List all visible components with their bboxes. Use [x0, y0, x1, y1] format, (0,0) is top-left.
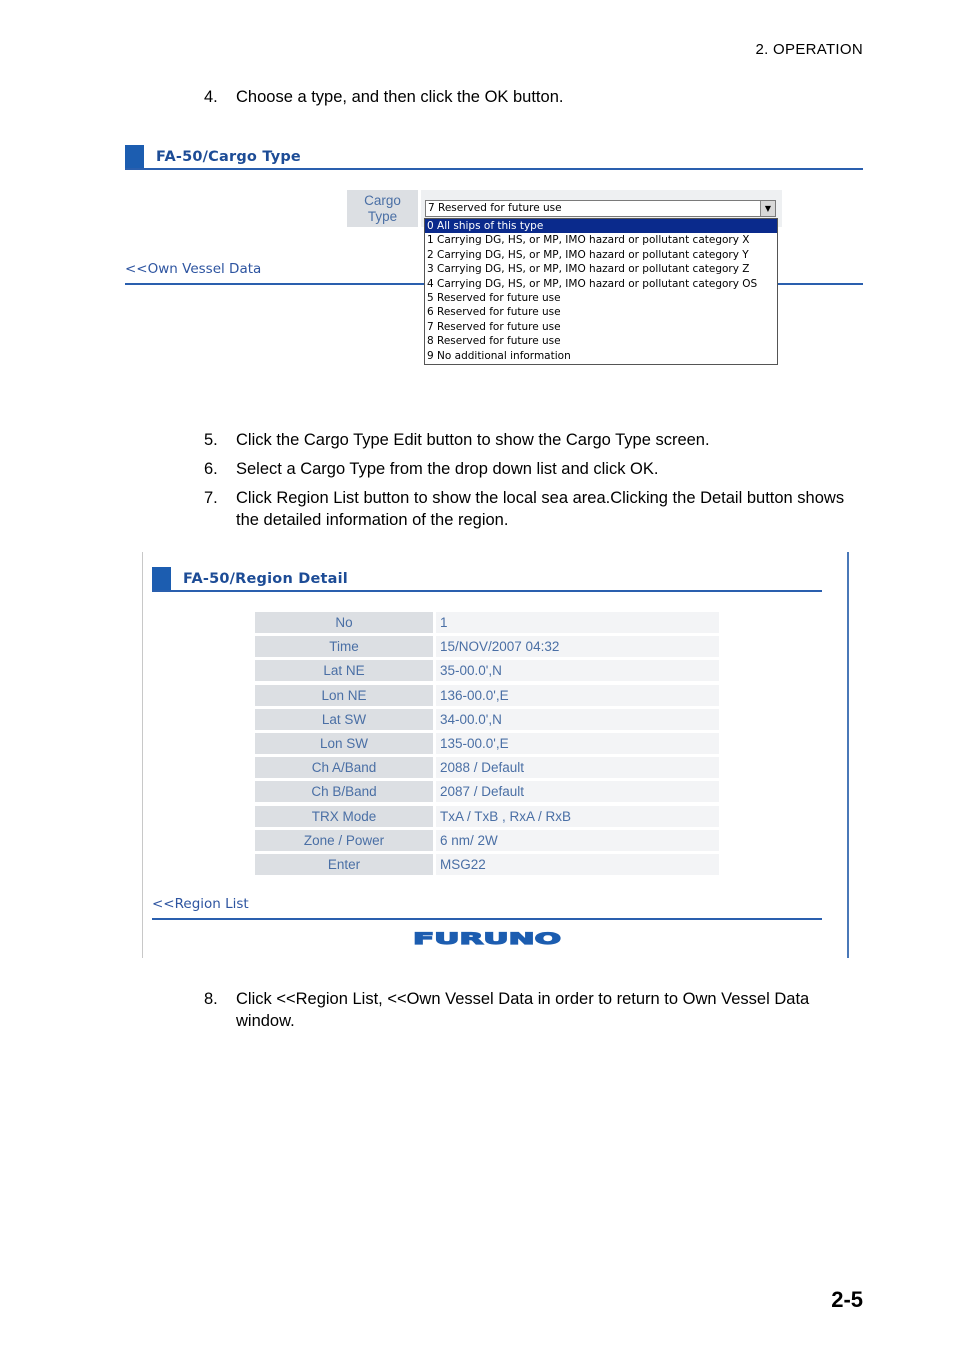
- row-value: 1: [436, 612, 719, 633]
- row-label: Ch B/Band: [255, 781, 433, 802]
- furuno-logo: [412, 930, 562, 946]
- step-text: Click Region List button to show the local sea area.Clicking the Detail button shows the detailed information of the region.: [236, 489, 845, 529]
- row-label: Lat NE: [255, 660, 433, 681]
- row-value: 15/NOV/2007 04:32: [436, 636, 719, 657]
- svg-text:FURUNO: FURUNO: [413, 930, 561, 946]
- step-number: 4.: [204, 88, 218, 106]
- own-vessel-data-link[interactable]: <<Own Vessel Data: [125, 261, 262, 277]
- link-rule: [152, 918, 822, 920]
- row-label: Ch A/Band: [255, 757, 433, 778]
- row-label: Lat SW: [255, 709, 433, 730]
- cargo-page-title: FA-50/Cargo Type: [156, 149, 301, 165]
- step-text: Click <<Region List, <<Own Vessel Data in order to return to Own Vessel Data window.: [236, 990, 810, 1030]
- region-list-link[interactable]: <<Region List: [152, 896, 249, 912]
- cargo-title-bar: [125, 145, 863, 170]
- step-number: 7.: [204, 489, 218, 507]
- dropdown-option[interactable]: 5 Reserved for future use: [427, 291, 561, 304]
- row-value: 35-00.0',N: [436, 660, 719, 681]
- dropdown-option[interactable]: 0 All ships of this type: [425, 219, 777, 233]
- row-value: 6 nm/ 2W: [436, 830, 719, 851]
- step-number: 5.: [204, 431, 218, 449]
- dropdown-option[interactable]: 3 Carrying DG, HS, or MP, IMO hazard or pollutant category Z: [427, 263, 750, 276]
- frame-border-right: [847, 552, 849, 958]
- page-number: 2-5: [831, 1287, 863, 1312]
- row-label: Time: [255, 636, 433, 657]
- dropdown-option[interactable]: 9 No additional information: [427, 349, 571, 362]
- chevron-down-icon[interactable]: ▼: [760, 201, 775, 216]
- row-label: Lon SW: [255, 733, 433, 754]
- link-rule-left: [125, 283, 424, 285]
- running-header: 2. OPERATION: [755, 41, 863, 58]
- row-value: 2087 / Default: [436, 781, 719, 802]
- row-value: TxA / TxB , RxA / RxB: [436, 806, 719, 827]
- row-label: Zone / Power: [255, 830, 433, 851]
- row-value: 135-00.0',E: [436, 733, 719, 754]
- region-title-bar: [152, 567, 822, 592]
- step-text: Click the Cargo Type Edit button to show the Cargo Type screen.: [236, 431, 710, 449]
- row-value: 2088 / Default: [436, 757, 719, 778]
- title-marker: [152, 567, 171, 592]
- step-number: 8.: [204, 990, 218, 1008]
- step-number: 6.: [204, 460, 218, 478]
- row-value: 136-00.0',E: [436, 685, 719, 706]
- cargo-type-label: Cargo Type: [347, 190, 418, 227]
- row-label: Enter: [255, 854, 433, 875]
- dropdown-option[interactable]: 1 Carrying DG, HS, or MP, IMO hazard or pollutant category X: [427, 234, 750, 247]
- step-text: Choose a type, and then click the OK button.: [236, 88, 564, 106]
- dropdown-option[interactable]: 4 Carrying DG, HS, or MP, IMO hazard or pollutant category OS: [427, 277, 758, 290]
- dropdown-option[interactable]: 2 Carrying DG, HS, or MP, IMO hazard or pollutant category Y: [427, 248, 749, 261]
- row-value: 34-00.0',N: [436, 709, 719, 730]
- step-text: Select a Cargo Type from the drop down list and click OK.: [236, 460, 659, 478]
- region-page-title: FA-50/Region Detail: [183, 571, 348, 587]
- row-label: TRX Mode: [255, 806, 433, 827]
- title-marker: [125, 145, 144, 170]
- link-rule-right: [778, 283, 863, 285]
- cargo-type-select[interactable]: 7 Reserved for future use ▼: [425, 200, 776, 217]
- row-label: No: [255, 612, 433, 633]
- dropdown-option[interactable]: 7 Reserved for future use: [427, 320, 561, 333]
- dropdown-option[interactable]: 8 Reserved for future use: [427, 335, 561, 348]
- title-rule: [152, 590, 822, 592]
- dropdown-option[interactable]: 6 Reserved for future use: [427, 306, 561, 319]
- row-label: Lon NE: [255, 685, 433, 706]
- title-rule: [125, 168, 863, 170]
- cargo-type-dropdown[interactable]: [424, 218, 778, 365]
- frame-border-left: [142, 552, 143, 958]
- row-value: MSG22: [436, 854, 719, 875]
